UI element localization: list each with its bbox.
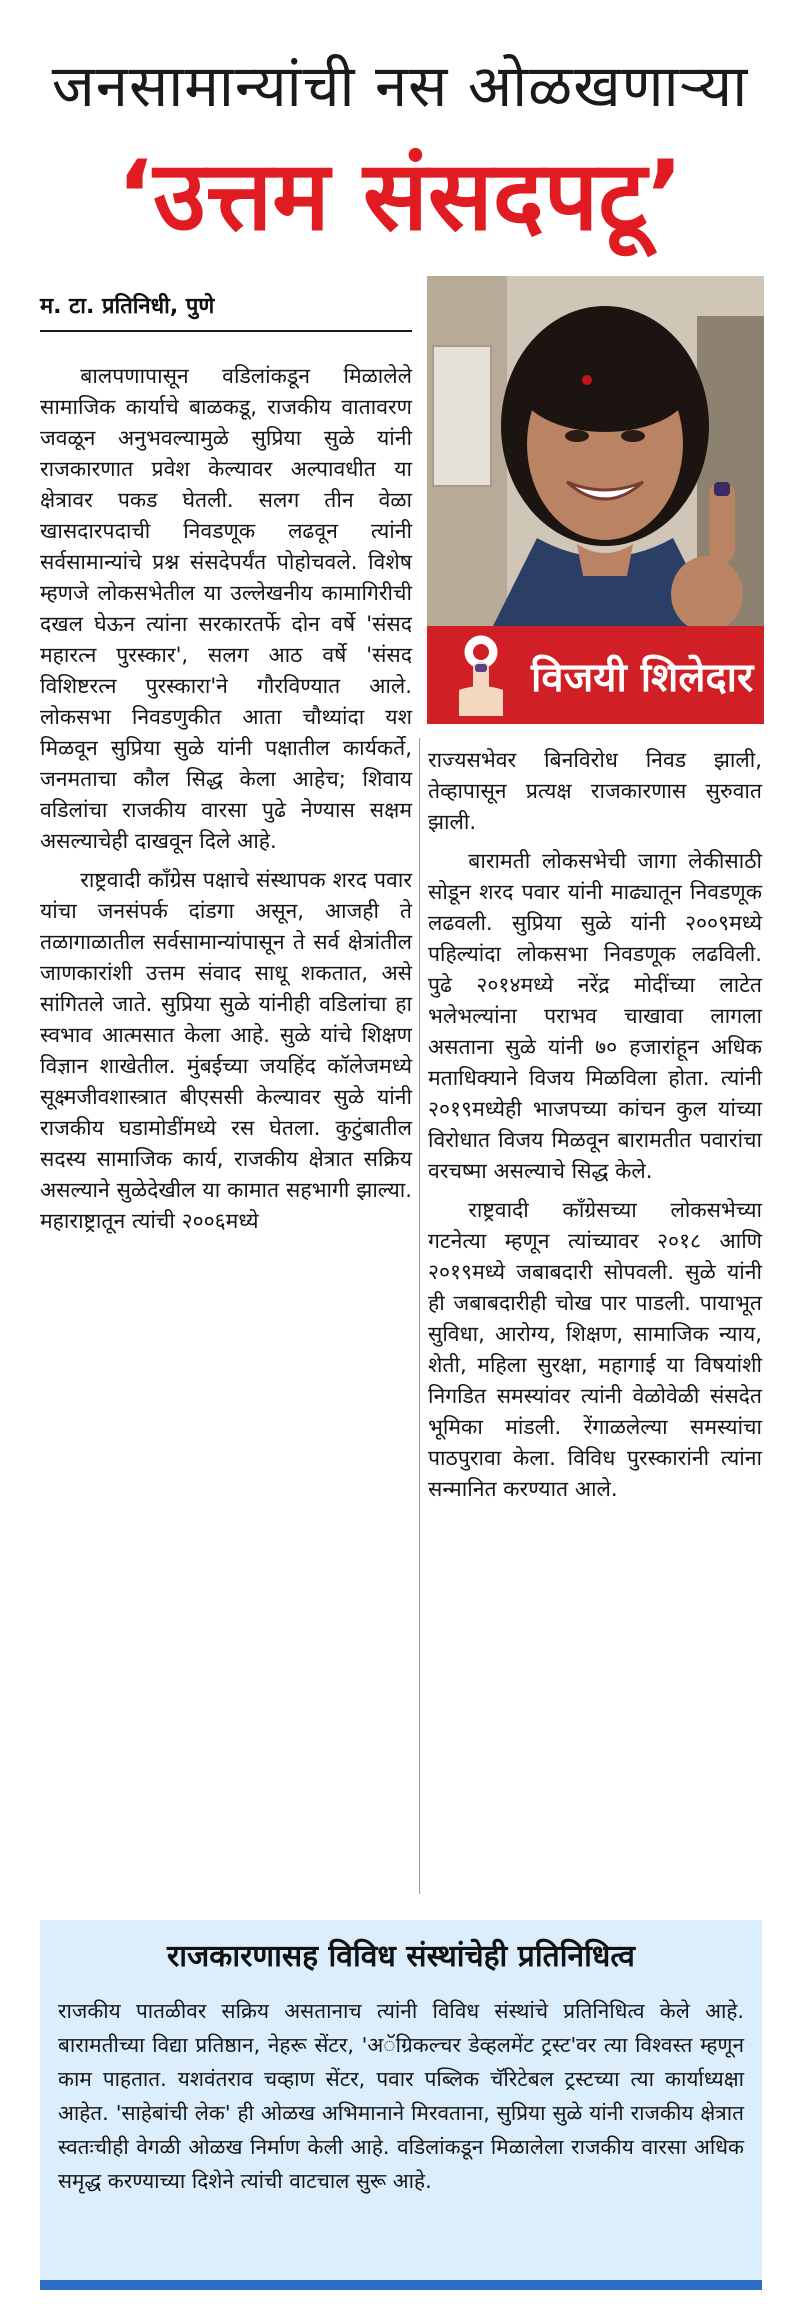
column-divider [419, 738, 420, 1894]
sidebar-box-title: राजकारणासह विविध संस्थांचेही प्रतिनिधित्व [167, 1939, 635, 1974]
photo-caption-badge [427, 626, 764, 724]
byline-divider [40, 330, 412, 332]
article-column-1 [40, 360, 412, 1892]
sidebar-box [40, 1920, 762, 2290]
article-paragraph: बालपणापासून वडिलांकडून मिळालेले सामाजिक कार्याचे बाळकडू, राजकीय वातावरण जवळून अनुभवल्यामुळे सुप्रिया सुळे यांनी राजकारणात प्रवेश केल्यावर अल्पावधीत या क्षेत्रावर पकड घेतली. सलग तीन वेळा खासदारपदाची निवडणूक लढवून त्यांनी सर्वसामान्यांचे प्रश्न संसदेपर्यंत पोहोचवले. विशेष म्हणजे लोकसभेतील या उल्लेखनीय कामागिरीची दखल घेऊन त्यांना सरकारतर्फे दोन वर्षे 'संसद महारत्न पुरस्कार', सलग आठ वर्षे 'संसद विशिष्टरत्न पुरस्कारा'ने गौरविण्यात आले. लोकसभा निवडणुकीत आता चौथ्यांदा यश मिळवून सुप्रिया सुळे यांनी पक्षातील कार्यकर्ते, जनमताचा कौल सिद्ध केला आहेच; शिवाय वडिलांचा राजकीय वारसा पुढे नेण्यास सक्षम असल्याचेही दाखवून दिले आहे. [40, 363, 412, 853]
portrait-photo [427, 276, 764, 626]
article-paragraph: बारामती लोकसभेची जागा लेकीसाठी सोडून शरद पवार यांनी माढ्यातून निवडणूक लढवली. सुप्रिया सुळे यांनी २००९मध्ये पहिल्यांदा लोकसभा निवडणूक लढविली. पुढे २०१४मध्ये नरेंद्र मोदींच्या लाटेत भलेभल्यांना पराभव चाखावा लागला असताना सुळे यांनी ७० हजारांहून अधिक मताधिक्याने विजय मिळविला होता. त्यांनी २०१९मध्येही भाजपच्या कांचन कुल यांच्या विरोधात विजय मिळवून बारामतीत पवारांचा वरचष्मा असल्याचे सिद्ध केले. [428, 848, 763, 1183]
headline-line-1: जनसामान्यांची नस ओळखणाऱ्या [51, 52, 749, 120]
article-paragraph: राष्ट्रवादी काँग्रेसच्या लोकसभेच्या गटनेत्या म्हणून त्यांच्यावर २०१८ आणि २०१९मध्ये जबाबदारी सोपवली. सुळे यांनी ही जबाबदारीही चोख पार पाडली. पायाभूत सुविधा, आरोग्य, शिक्षण, सामाजिक न्याय, शेती, महिला सुरक्षा, महागाई या विषयांशी निगडित समस्यांवर त्यांनी वेळोवेळी संसदेत भूमिका मांडली. रेंगाळलेल्या समस्यांचा पाठपुरावा केला. विविध पुरस्कारांनी त्यांना सन्मानित करण्यात आले. [428, 1197, 762, 1501]
article-paragraph: राज्यसभेवर बिनविरोध निवड झाली, तेव्हापासून प्रत्यक्ष राजकारणास सुरुवात झाली. [428, 747, 762, 834]
byline: म. टा. प्रतिनिधी, पुणे [40, 294, 215, 319]
voting-finger-icon [439, 630, 523, 720]
sidebar-box-text: राजकीय पातळीवर सक्रिय असतानाच त्यांनी विविध संस्थांचे प्रतिनिधित्व केले आहे. बारामतीच्या विद्या प्रतिष्ठान, नेहरू सेंटर, 'अॅग्रिकल्चर डेव्हलमेंट ट्रस्ट'वर त्या विश्वस्त म्हणून काम पाहतात. यशवंतराव चव्हाण सेंटर, पवार पब्लिक चॅरिटेबल ट्रस्टच्या त्या कार्याध्यक्षा आहेत. 'साहेबांची लेक' ही ओळख अभिमानाने मिरवताना, सुप्रिया सुळे यांनी राजकीय क्षेत्रात स्वतःचीही वेगळी ओळख निर्माण केली आहे. वडिलांकडून मिळालेला राजकीय वारसा अधिक समृद्ध करण्याच्या दिशेने त्यांची वाटचाल सुरू आहे. [58, 1999, 744, 2193]
article-paragraph: राष्ट्रवादी काँग्रेस पक्षाचे संस्थापक शरद पवार यांचा जनसंपर्क दांडगा असून, आजही ते तळागाळातील सर्वसामान्यांपासून ते सर्व क्षेत्रांतील जाणकारांशी उत्तम संवाद साधू शकतात, असे सांगितले जाते. सुप्रिया सुळे यांनीही वडिलांचा हा स्वभाव आत्मसात केला आहे. सुळे यांचे शिक्षण विज्ञान शाखेतील. मुंबईच्या जयहिंद कॉलेजमध्ये सूक्ष्मजीवशास्त्रात बीएससी केल्यावर सुळे यांनी राजकीय घडामोडींमध्ये रस घेतला. कुटुंबातील सदस्य सामाजिक कार्य, राजकीय क्षेत्रात सक्रिय असल्याने सुळेदेखील या कामात सहभागी झाल्या. महाराष्ट्रातून त्यांची २००६मध्ये [40, 867, 412, 1233]
article-column-2 [428, 744, 762, 1894]
photo-caption-label: विजयी शिलेदार [531, 655, 754, 701]
headline-line-2: ‘उत्तम संसदपटू’ [116, 140, 684, 252]
